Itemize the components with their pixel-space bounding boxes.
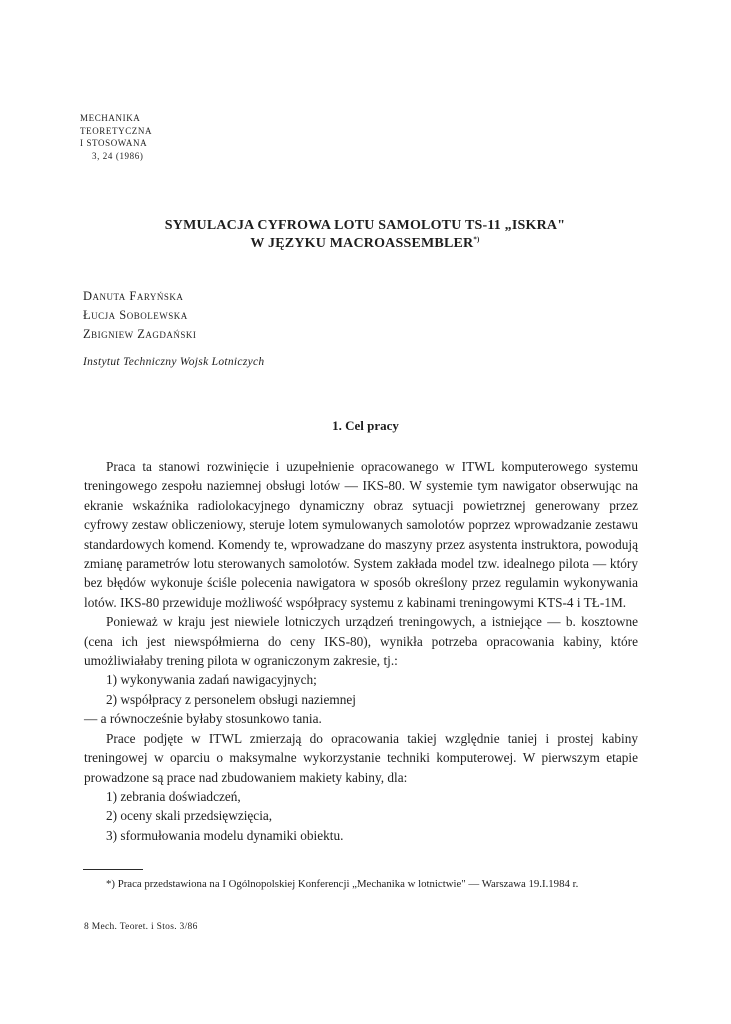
list-item: 2) współpracy z personelem obsługi naziemnej <box>106 691 356 707</box>
author: Łucja Sobolewska <box>83 308 188 322</box>
dash-line: — a równocześnie byłaby stosunkowo tania. <box>84 711 322 727</box>
journal-issue: 3, 24 (1986) <box>92 150 144 161</box>
list-item: 1) zebrania doświadczeń, <box>106 788 241 804</box>
journal-name-line1: MECHANIKA <box>80 113 141 123</box>
footnote-divider <box>83 869 143 870</box>
title-line2: W JĘZYKU MACROASSEMBLER <box>250 236 474 251</box>
title-line1: SYMULACJA CYFROWA LOTU SAMOLOTU TS-11 „ISKRA" <box>164 218 566 233</box>
footnote <box>84 877 638 892</box>
body-text <box>84 457 638 845</box>
author-list <box>83 287 383 344</box>
list-item: 1) wykonywania zadań nawigacyjnych; <box>106 672 317 688</box>
list-item: 3) sformułowania modelu dynamiki obiektu. <box>106 827 344 843</box>
footnote-marker: *) <box>106 878 115 890</box>
paragraph: Prace podjęte w ITWL zmierzają do opracowania takiej względnie taniej i prostej kabiny treningowej w oparciu o maksymalne wykorzystanie techniki komputerowej. W pierwszym etapie prowadzone są prace nad zbudowaniem makiety kabiny, dla: <box>84 730 638 785</box>
page-footer: 8 Mech. Teoret. i Stos. 3/86 <box>84 922 198 932</box>
author: Zbigniew Zagdański <box>83 327 197 341</box>
paragraph: Ponieważ w kraju jest niewiele lotniczych urządzeń treningowych, a istniejące — b. kosztowne (cena ich jest niewspółmierna do ceny IKS-80), wynikła potrzeba opracowania kabiny, które umożliwiałaby trening pilota w ograniczonym zakresie, tj.: <box>84 614 638 669</box>
author: Danuta Faryńska <box>83 289 184 303</box>
list-item: 2) oceny skali przedsięwzięcia, <box>106 808 273 824</box>
footnote-text: Praca przedstawiona na I Ogólnopolskiej Konferencji „Mechanika w lotnictwie" — Warszawa 19.I.1984 r. <box>117 878 579 890</box>
paragraph: Praca ta stanowi rozwinięcie i uzupełnienie opracowanego w ITWL komputerowego systemu treningowego zespołu naziemnej obsługi lotów — IKS-80. W systemie tym nawigator obserwując na ekranie wskaźnika radiolokacyjnego dynamiczny obraz sytuacji powietrznej generowany przez cyfrowy zestaw obliczeniowy, steruje lotem symulowanych samolotów poprzez wprowadzanie zestawu standardowych komend. Komendy te, wprowadzane do maszyny przez asystenta instruktora, powodują zmianę parametrów lotu sterowanych samolotów. System zakłada model tzw. idealnego pilota — który bez błędów wykonuje ściśle polecenia nawigatora w sposób określony przez regulamin wykonywania lotów. IKS-80 przewiduje możliwość współpracy systemu z kabinami treningowymi KTS-4 i TŁ-1M. <box>84 459 638 610</box>
journal-name-line3: I STOSOWANA <box>80 138 148 148</box>
title-footnote-marker: *) <box>473 235 480 244</box>
journal-name-line2: TEORETYCZNA <box>80 125 153 136</box>
affiliation: Instytut Techniczny Wojsk Lotniczych <box>83 356 265 368</box>
journal-header <box>80 112 170 162</box>
title-line2-wrap <box>100 235 630 253</box>
section-heading: 1. Cel pracy <box>332 418 399 433</box>
paper-title <box>100 217 630 253</box>
